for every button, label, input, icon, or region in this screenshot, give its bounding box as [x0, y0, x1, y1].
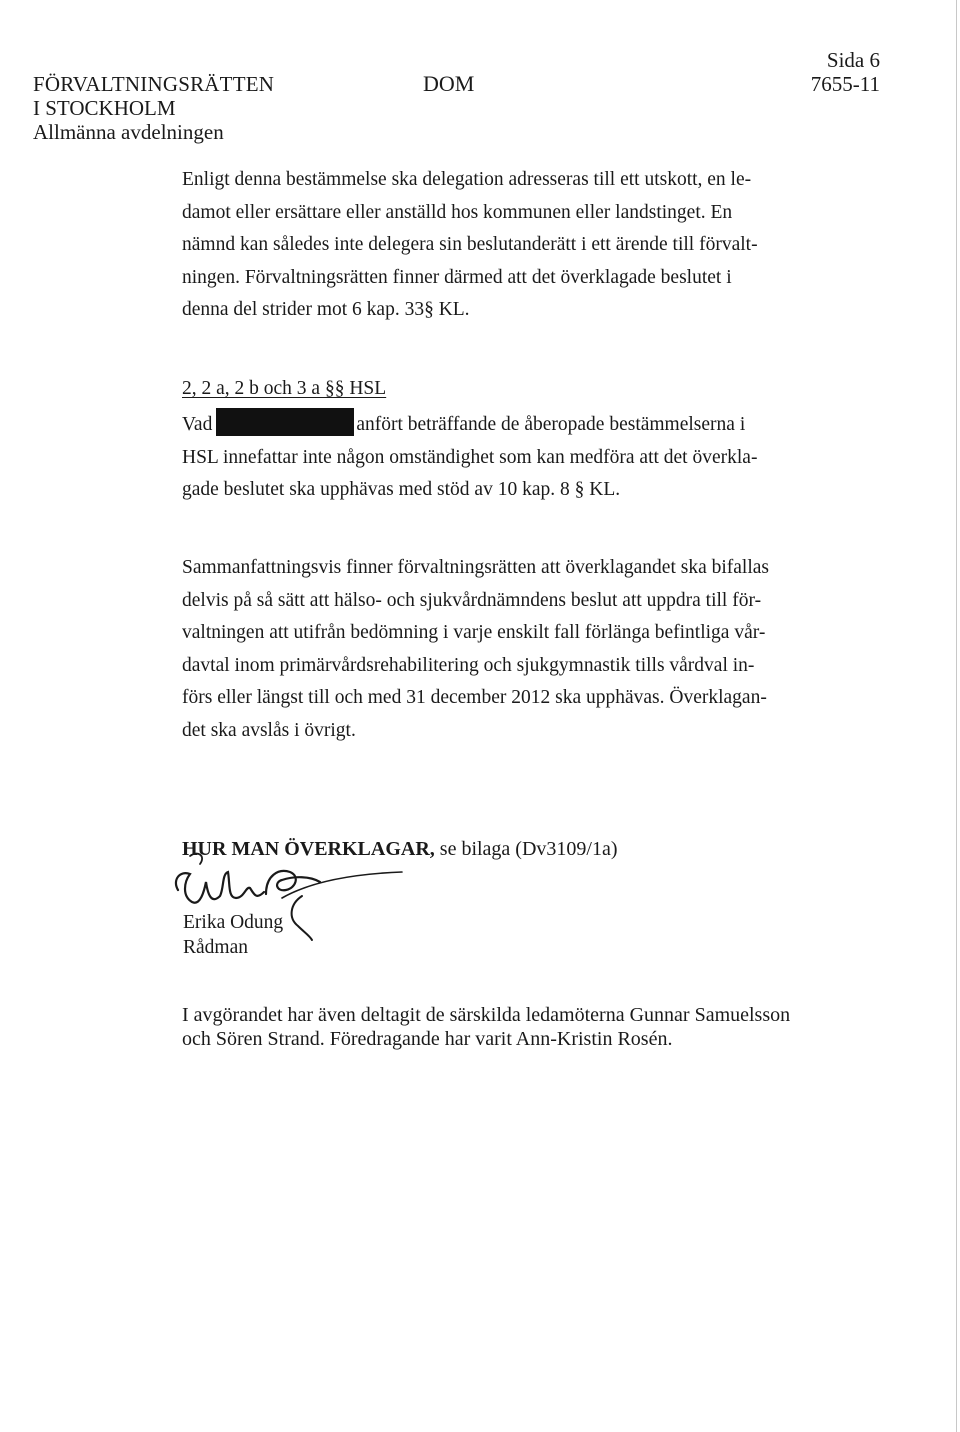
paragraph-hsl — [182, 408, 757, 507]
text-line: och Sören Strand. Föredragande har varit Ann-Kristin Rosén. — [182, 1028, 673, 1050]
text-line: ningen. Förvaltningsrätten finner därmed att det överklagade beslutet i — [182, 266, 732, 288]
text-line: Sammanfattningsvis finner förvaltningsrätten att överklagandet ska bifallas — [182, 557, 769, 578]
paragraph-delegation — [182, 164, 758, 327]
final-note — [182, 1003, 790, 1051]
court-name: FÖRVALTNINGSRÄTTEN — [33, 72, 275, 96]
text-line: denna del strider mot 6 kap. 33§ KL. — [182, 299, 470, 320]
text-line: damot eller ersättare eller anställd hos kommunen eller landstinget. En — [182, 201, 733, 223]
text-line: I avgörandet har även deltagit de särskilda ledamöterna Gunnar Samuelsson — [182, 1004, 791, 1026]
text-line: det ska avslås i övrigt. — [182, 719, 356, 741]
signer-name: Erika Odung — [183, 912, 284, 933]
redaction-block — [216, 408, 354, 436]
text-line: nämnd kan således inte delegera sin beslutanderätt i ett ärende till förvalt- — [182, 234, 758, 255]
paragraph-summary — [182, 552, 769, 747]
page-number: Sida 6 — [826, 48, 880, 72]
text-line: valtningen att utifrån bedömning i varje enskilt fall förlänga befintliga vår- — [182, 622, 766, 643]
appeal-heading: HUR MAN ÖVERKLAGAR, — [182, 838, 435, 860]
court-division: Allmänna avdelningen — [33, 120, 224, 144]
text-line — [182, 408, 757, 442]
case-number: 7655-11 — [810, 72, 880, 96]
section-heading: 2, 2 a, 2 b och 3 a §§ HSL — [182, 378, 387, 399]
text-line: HSL innefattar inte någon omständighet som kan medföra att det överkla- — [182, 446, 758, 468]
text-line: delvis på så sätt att hälso- och sjukvårdnämndens beslut att uppdra till för- — [182, 589, 762, 611]
appeal-reference: se bilaga (Dv3109/1a) — [434, 838, 618, 860]
text-line: gade beslutet ska upphävas med stöd av 10 kap. 8 § KL. — [182, 479, 621, 500]
text-fragment: Vad — [182, 414, 213, 435]
court-city: I STOCKHOLM — [33, 96, 176, 120]
signer-title: Rådman — [183, 937, 248, 958]
text-fragment: anfört beträffande de åberopade bestämmelserna i — [356, 414, 746, 435]
text-line: davtal inom primärvårdsrehabilitering och sjukgymnastik tills vårdval in- — [182, 654, 755, 676]
document-type: DOM — [423, 71, 475, 96]
text-line: Enligt denna bestämmelse ska delegation adresseras till ett utskott, en le- — [182, 169, 752, 190]
scan-edge-line — [956, 0, 957, 1432]
text-line: förs eller längst till och med 31 december 2012 ska upphävas. Överklagan- — [182, 687, 767, 708]
